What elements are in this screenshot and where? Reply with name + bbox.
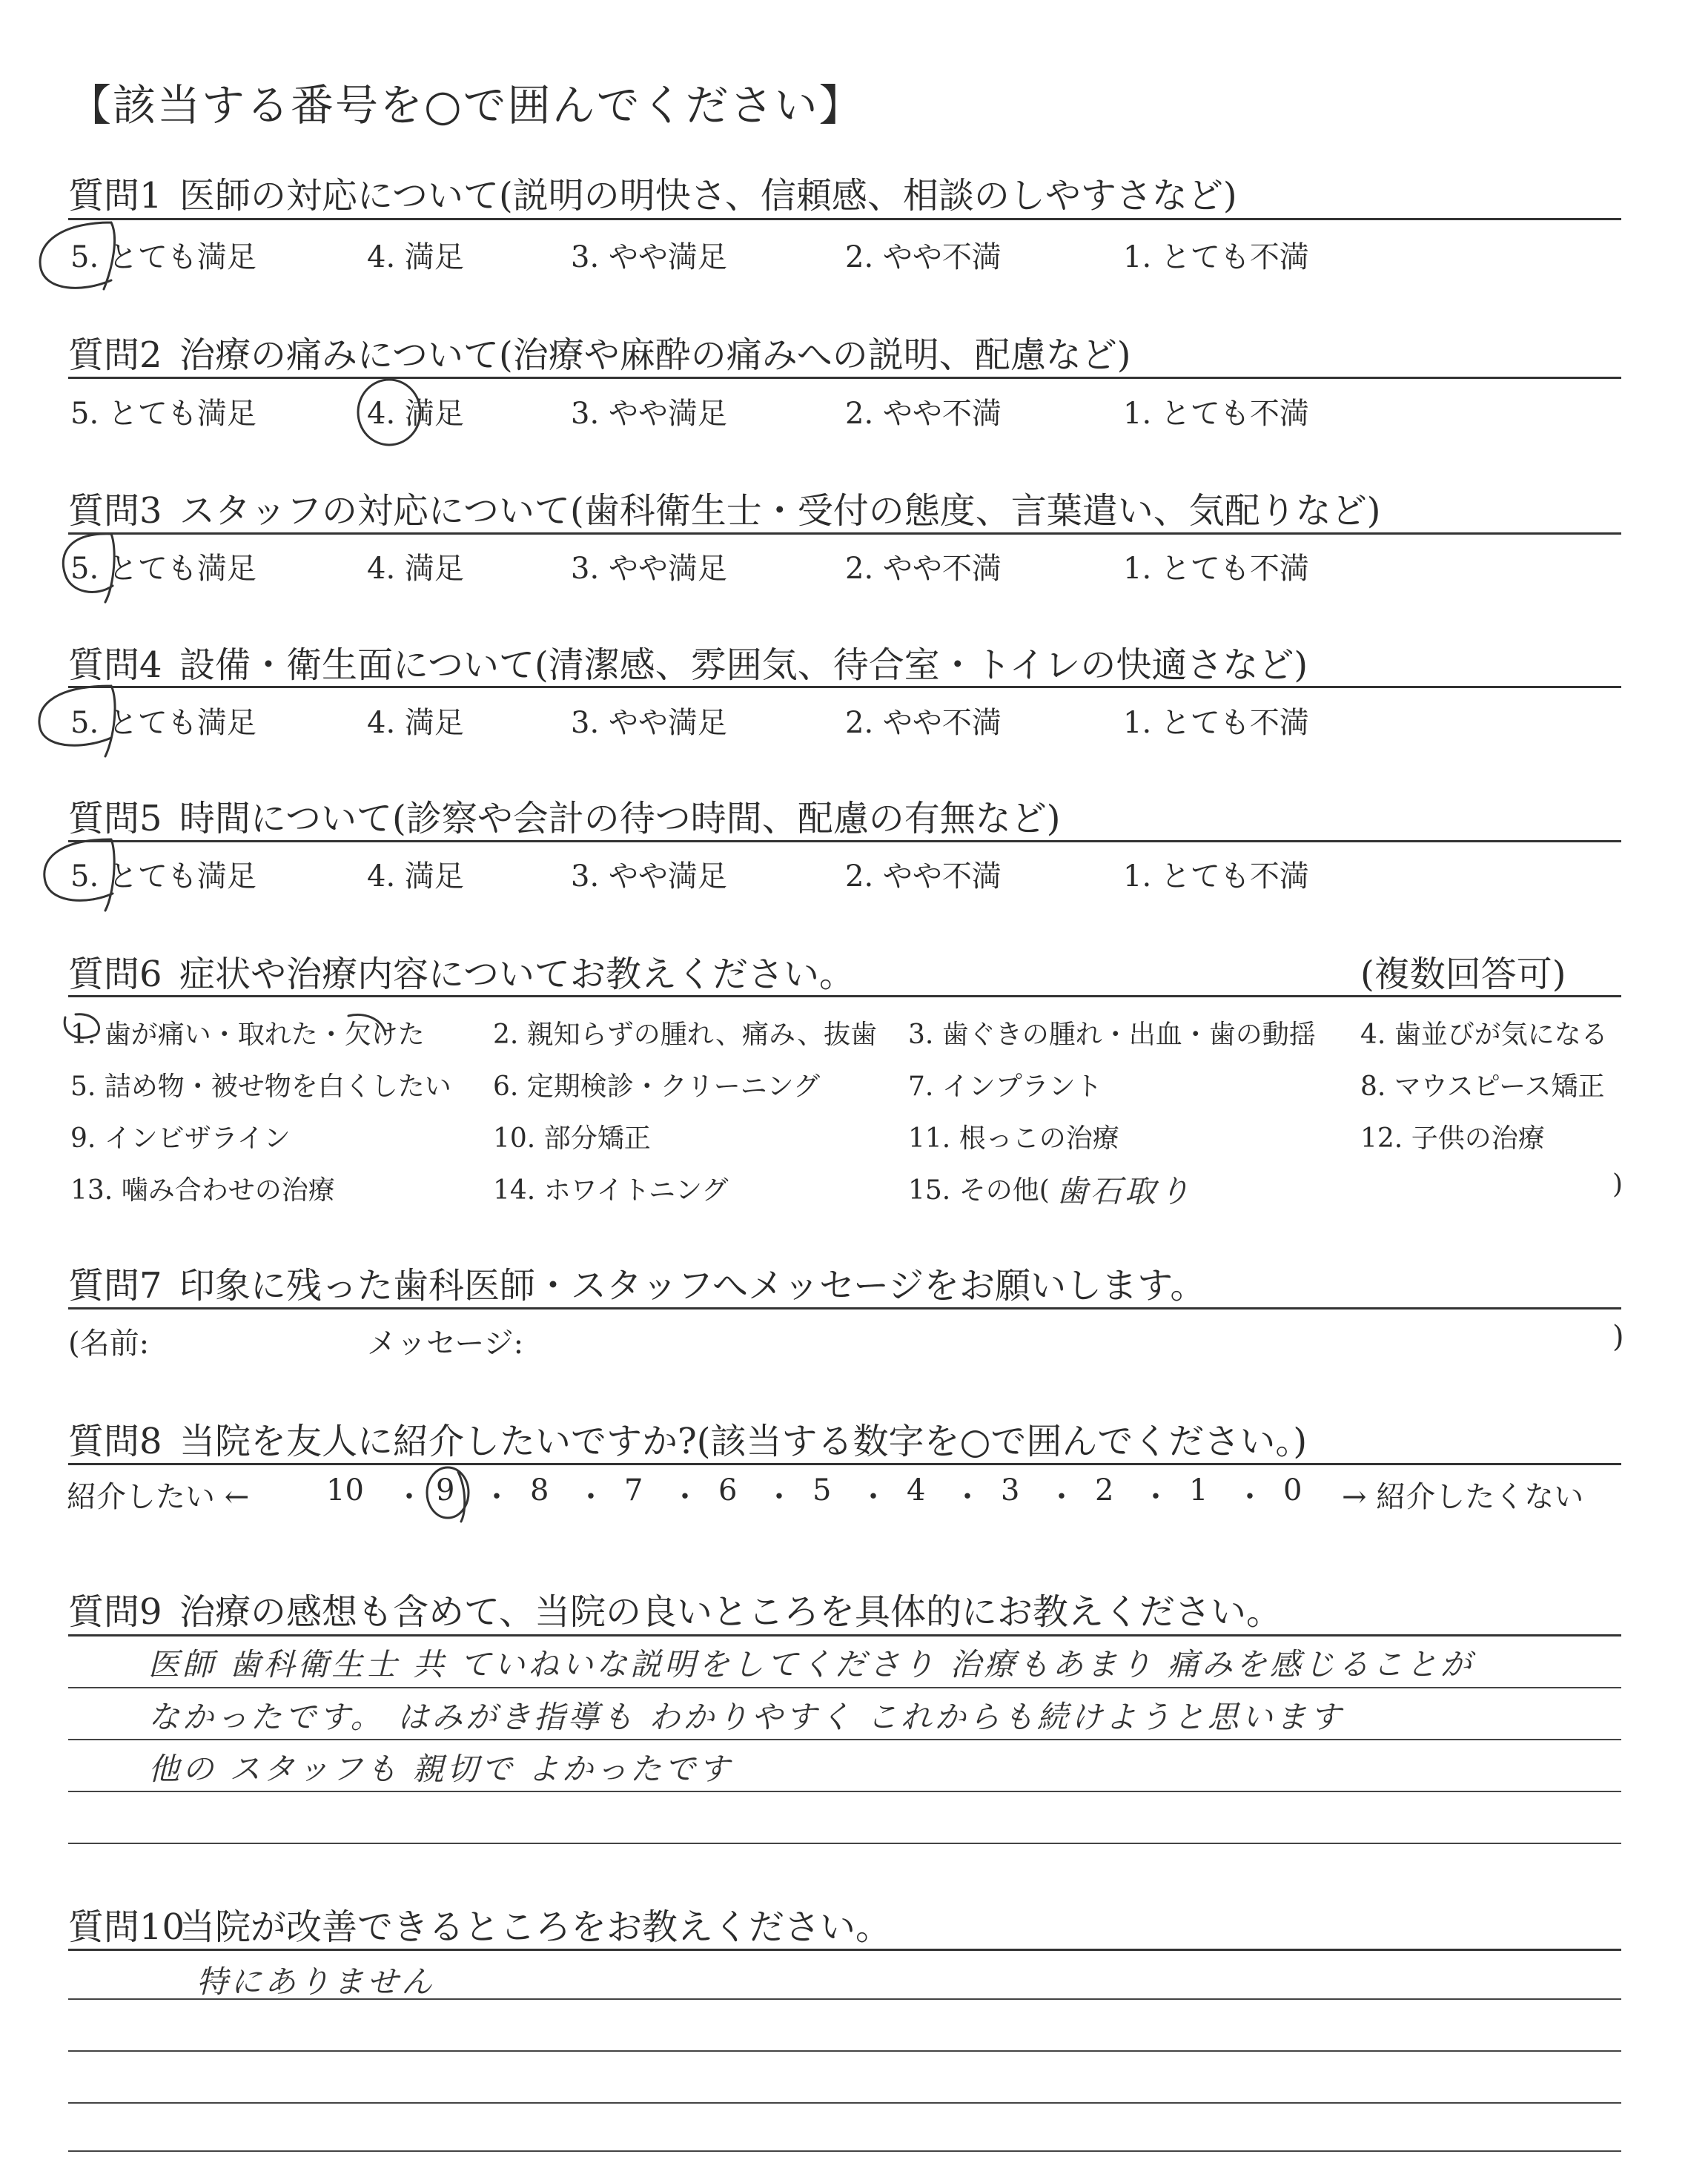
handwritten-answer-line: 他の スタッフも 親切で よかったです [148,1751,733,1787]
q4-option-1[interactable]: 1. とても不満 [1123,706,1309,740]
q6-item-9[interactable]: 9. インビザライン [70,1123,291,1154]
q4-option-5[interactable]: 5. とても満足 [70,706,256,740]
question-number: 質問4 [68,644,162,686]
multiple-answer-note: (複数回答可) [1360,954,1566,995]
scale-7[interactable]: 7 [624,1473,643,1507]
question-10 [68,1898,891,1949]
q3-option-4[interactable]: 4. 満足 [367,552,464,586]
q5-option-4[interactable]: 4. 満足 [367,859,464,894]
message-label: メッセージ: [367,1327,524,1361]
question-text: 当院が改善できるところをお教えください。 [179,1906,892,1948]
q5-option-3[interactable]: 3. やや満足 [571,859,727,894]
scale-5[interactable]: 5 [812,1473,832,1507]
scale-6[interactable]: 6 [718,1473,738,1507]
q6-item-2[interactable]: 2. 親知らずの腫れ、痛み、抜歯 [493,1020,878,1050]
q3-option-3[interactable]: 3. やや満足 [571,552,727,586]
question-number: 質問1 [68,175,162,217]
question-5 [68,790,1061,841]
divider [68,1634,1621,1636]
q5-option-5[interactable]: 5. とても満足 [70,859,256,894]
q6-item-10[interactable]: 10. 部分矯正 [493,1123,651,1154]
scale-dot: ・ [764,1480,794,1514]
divider [68,1307,1621,1309]
scale-dot: ・ [1235,1480,1265,1514]
q4-option-3[interactable]: 3. やや満足 [571,706,727,740]
scale-dot: ・ [394,1480,424,1514]
handwritten-answer-line: なかったです。 はみがき指導も わかりやすく これからも続けようと思います [148,1699,1344,1735]
scale-2[interactable]: 2 [1095,1473,1114,1507]
scale-9[interactable]: 9 [436,1473,455,1507]
scale-10[interactable]: 10 [326,1473,364,1507]
scale-dot: ・ [670,1480,700,1514]
question-number: 質問9 [68,1591,162,1633]
scale-0[interactable]: 0 [1283,1473,1302,1507]
question-text: 印象に残った歯科医師・スタッフへメッセージをお願いします。 [179,1265,1206,1307]
question-text: 治療の感想も含めて、当院の良いところを具体的にお教えください。 [179,1591,1282,1633]
q1-option-4[interactable]: 4. 満足 [367,240,464,274]
writing-line [68,2102,1621,2104]
writing-line [68,1687,1621,1688]
handwritten-other-answer: 歯石取り [1056,1173,1194,1209]
question-number: 質問7 [68,1265,162,1307]
q2-option-2[interactable]: 2. やや不満 [845,397,1002,431]
question-6 [68,945,855,997]
question-text: スタッフの対応について(歯科衛生士・受付の態度、言葉遣い、気配りなど) [179,490,1381,532]
divider [68,218,1621,220]
q6-item-3[interactable]: 3. 歯ぐきの腫れ・出血・歯の動揺 [908,1020,1316,1050]
q1-option-1[interactable]: 1. とても不満 [1123,240,1309,274]
scale-dot: ・ [576,1480,606,1514]
q2-option-1[interactable]: 1. とても不満 [1123,397,1309,431]
q6-item-5[interactable]: 5. 詰め物・被せ物を白くしたい [70,1071,451,1102]
q2-option-5[interactable]: 5. とても満足 [70,397,256,431]
q3-option-1[interactable]: 1. とても不満 [1123,552,1309,586]
handwritten-answer-line: 特にありません [196,1964,436,2000]
question-2 [68,326,1131,377]
divider [68,686,1621,688]
divider [68,1949,1621,1951]
q5-option-1[interactable]: 1. とても不満 [1123,859,1309,894]
q6-item-15[interactable]: 15. その他( [908,1175,1050,1206]
q5-option-2[interactable]: 2. やや不満 [845,859,1002,894]
name-label: (名前: [68,1327,150,1361]
divider [68,1463,1621,1465]
scale-dot: ・ [1141,1480,1171,1514]
scale-dot: ・ [482,1480,512,1514]
q2-option-3[interactable]: 3. やや満足 [571,397,727,431]
q4-option-2[interactable]: 2. やや不満 [845,706,1002,740]
q6-item-4[interactable]: 4. 歯並びが気になる [1360,1020,1608,1050]
scale-dot: ・ [953,1480,982,1514]
question-text: 症状や治療内容についてお教えください。 [179,954,855,995]
q3-option-5[interactable]: 5. とても満足 [70,552,256,586]
q1-option-3[interactable]: 3. やや満足 [571,240,727,274]
q6-item-8[interactable]: 8. マウスピース矯正 [1360,1071,1605,1102]
question-text: 設備・衛生面について(清潔感、雰囲気、待合室・トイレの快適さなど) [179,644,1308,686]
question-text: 医師の対応について(説明の明快さ、信頼感、相談のしやすさなど) [179,175,1237,217]
question-4 [68,636,1308,687]
q3-option-2[interactable]: 2. やや不満 [845,552,1002,586]
q6-item-12[interactable]: 12. 子供の治療 [1360,1123,1545,1154]
scale-dot: ・ [858,1480,888,1514]
q1-option-2[interactable]: 2. やや不満 [845,240,1002,274]
q8-selection-tick [458,1472,465,1522]
q1-option-5[interactable]: 5. とても満足 [70,240,256,274]
divider [68,995,1621,997]
scale-8[interactable]: 8 [530,1473,549,1507]
writing-line [68,1843,1621,1844]
divider [68,840,1621,842]
page-title: 【該当する番号を○で囲んでください】 [68,80,864,131]
q6-item-6[interactable]: 6. 定期検診・クリーニング [493,1071,821,1102]
question-3 [68,482,1381,533]
question-9 [68,1583,1282,1634]
q6-item-14[interactable]: 14. ホワイトニング [493,1175,729,1206]
q2-option-4[interactable]: 4. 満足 [367,397,464,431]
question-text: 治療の痛みについて(治療や麻酔の痛みへの説明、配慮など) [179,334,1131,376]
recommend-label: 紹介したい ← [67,1480,250,1514]
question-number: 質問10 [68,1906,185,1948]
question-number: 質問6 [68,954,162,995]
message-close: ) [1612,1320,1624,1354]
q6-item-15-close: ) [1612,1169,1623,1200]
writing-line [68,2150,1621,2152]
writing-line [68,1739,1621,1740]
q4-option-4[interactable]: 4. 満足 [367,706,464,740]
question-text: 時間について(診察や会計の待つ時間、配慮の有無など) [179,798,1061,839]
q6-item-13[interactable]: 13. 噛み合わせの治療 [70,1175,335,1206]
question-text: 当院を友人に紹介したいですか?(該当する数字を○で囲んでください。) [179,1421,1308,1462]
question-number: 質問8 [68,1421,162,1462]
question-8 [68,1413,1307,1464]
divider [68,532,1621,535]
q6-item-7[interactable]: 7. インプラント [908,1071,1102,1102]
q6-item-11[interactable]: 11. 根っこの治療 [908,1123,1119,1154]
scale-3[interactable]: 3 [1001,1473,1020,1507]
scale-dot: ・ [1047,1480,1076,1514]
q6-item-1[interactable]: 1. 歯が痛い・取れた・欠けた [70,1020,425,1050]
not-recommend-label: → 紹介したくない [1342,1480,1584,1514]
writing-line [68,2050,1621,2052]
scale-1[interactable]: 1 [1189,1473,1208,1507]
question-number: 質問5 [68,798,162,839]
question-number: 質問2 [68,334,162,376]
question-7 [68,1257,1205,1308]
scale-4[interactable]: 4 [907,1473,926,1507]
handwritten-answer-line: 医師 歯科衛生士 共 ていねいな説明をしてくださり 治療もあまり 痛みを感じることが [148,1646,1474,1682]
writing-line [68,1791,1621,1792]
divider [68,377,1621,379]
question-number: 質問3 [68,490,162,532]
question-1 [68,167,1237,218]
